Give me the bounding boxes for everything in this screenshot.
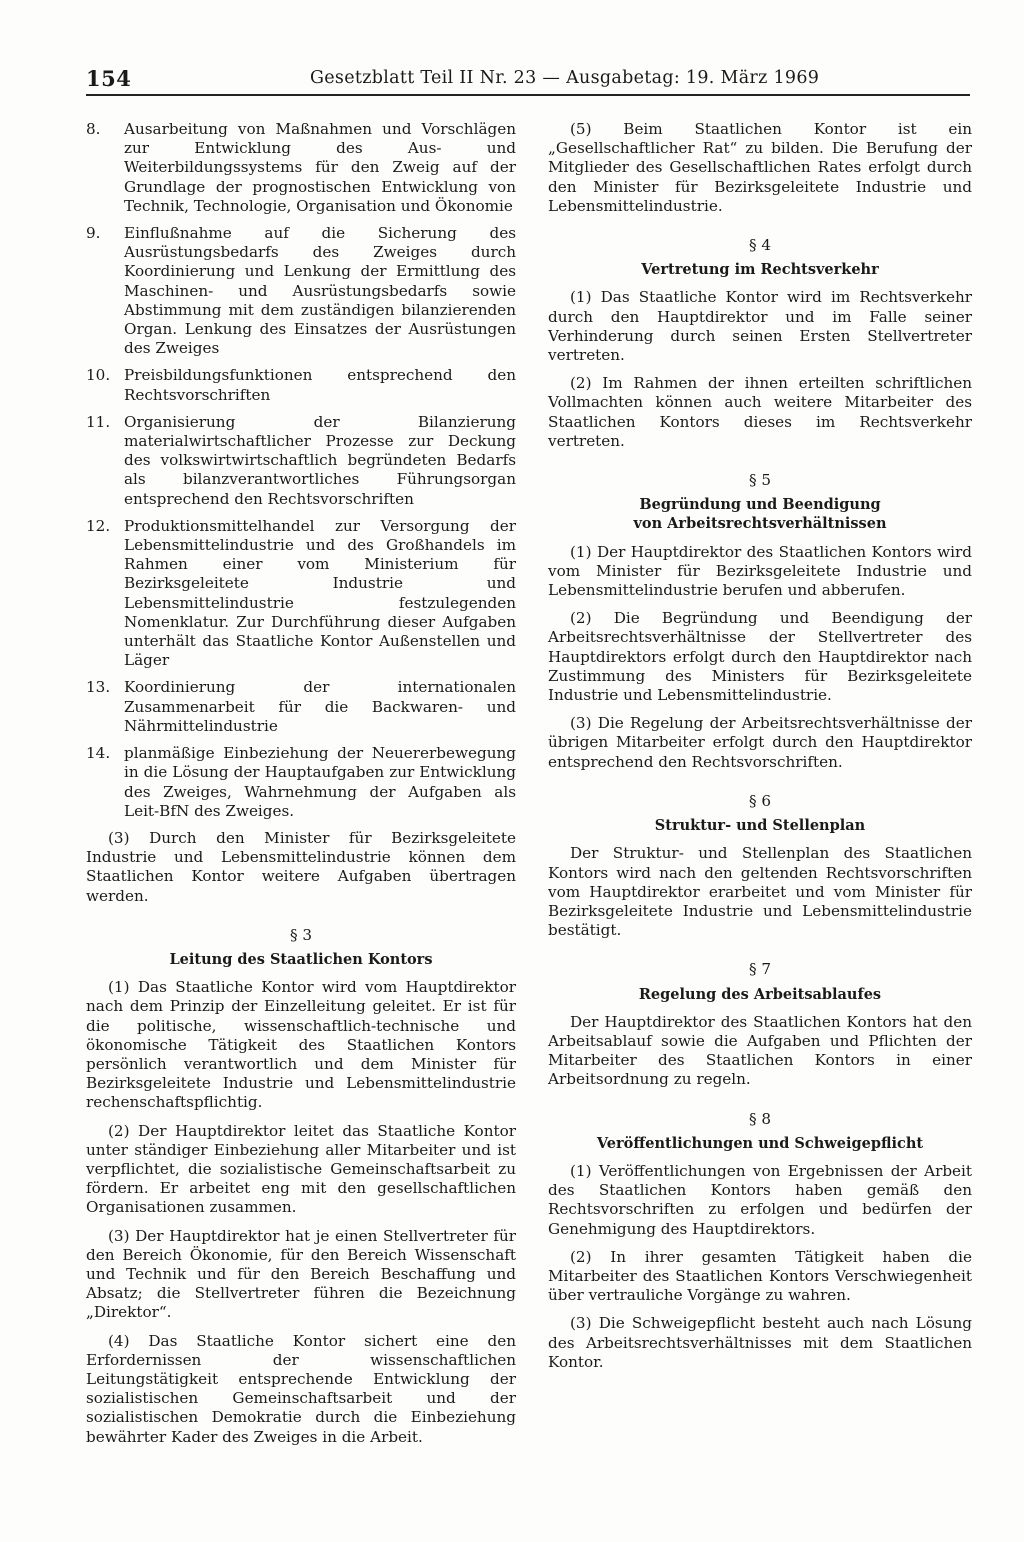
page-number: 154 <box>86 66 132 91</box>
list-item-text: Koordinierung der internationalen Zusammenarbeit für die Backwaren- und Nährmittelindustrie <box>124 678 516 735</box>
list-item-text: Einflußnahme auf die Sicherung des Ausrüstungsbedarfs des Zweiges durch Koordinierung und Lenkung der Ermittlung des Maschinen- und Ausrüstungsbedarfs sowie Abstimmung mit dem zuständigen bilanzierenden Organ. Lenkung des Einsatzes der Ausrüstungen des Zweiges <box>124 224 516 358</box>
list-item-number: 14. <box>86 744 111 763</box>
section-number: § 4 <box>748 236 772 255</box>
list-item-number: 11. <box>86 412 111 431</box>
paragraph: (3) Der Hauptdirektor hat je einen Stellvertreter für den Bereich Ökonomie, für den Bereich Wissenschaft und Technik und für den Bereich Beschaffung und Absatz; die Stellvertreter führen die Bezeichnung „Direktor“. <box>86 1226 516 1322</box>
section-title <box>548 495 972 533</box>
paragraph: (1) Das Staatliche Kontor wird vom Hauptdirektor nach dem Prinzip der Einzelleitung geleitet. Er ist für die politische, wissenschaftlich-technische und ökonomische Tätigkeit des Staatlichen Kontors persönlich verantwortlich und dem Minister für Bezirksgeleitete Industrie und Lebensmittelindustrie rechenschaftspflichtig. <box>86 978 516 1112</box>
paragraph: (1) Veröffentlichungen von Ergebnissen der Arbeit des Staatlichen Kontors haben gemäß den Rechtsvorschriften zu erfolgen und bedürfen der Genehmigung des Hauptdirektors. <box>548 1161 972 1238</box>
left-column <box>86 120 516 1456</box>
list-item-text: planmäßige Einbeziehung der Neuererbewegung in die Lösung der Hauptaufgaben zur Entwicklung des Zweiges, Wahrnehmung der Aufgaben als Leit-BfN des Zweiges. <box>124 744 516 820</box>
section-number: § 6 <box>748 791 772 810</box>
section-number: § 3 <box>289 925 313 944</box>
paragraph: (1) Der Hauptdirektor des Staatlichen Kontors wird vom Minister für Bezirksgeleitete Industrie und Lebensmittelindustrie berufen und abberufen. <box>548 542 972 600</box>
section-number: § 7 <box>748 960 772 979</box>
paragraph: Der Hauptdirektor des Staatlichen Kontors hat den Arbeitsablauf sowie die Aufgaben und Pflichten der Mitarbeiter des Staatlichen Kontors in einer Arbeitsordnung zu regeln. <box>548 1012 972 1089</box>
list-item-number: 9. <box>86 224 101 243</box>
section-title: Leitung des Staatlichen Kontors <box>169 950 433 968</box>
section-title: Struktur- und Stellenplan <box>654 817 866 835</box>
list-item <box>86 120 516 216</box>
paragraph: (4) Das Staatliche Kontor sichert eine den Erfordernissen der wissenschaftlichen Leitungstätigkeit entsprechende Entwicklung der sozialistischen Gemeinschaftsarbeit und der sozialistischen Demokratie durch die Einbeziehung bewährter Kader des Zweiges in die Arbeit. <box>86 1331 516 1446</box>
list-item <box>86 224 516 358</box>
list-item <box>86 744 516 821</box>
list-item <box>86 517 516 671</box>
paragraph: Der Struktur- und Stellenplan des Staatlichen Kontors wird nach den geltenden Rechtsvorschriften vom Hauptdirektor erarbeitet und vom Minister für Bezirksgeleitete Industrie und Lebensmittelindustrie bestätigt. <box>548 844 972 940</box>
paragraph: (5) Beim Staatlichen Kontor ist ein „Gesellschaftlicher Rat“ zu bilden. Die Berufung der Mitglieder des Gesellschaftlichen Rates erfolgt durch den Minister für Bezirksgeleitete Industrie und Lebensmittelindustrie. <box>548 120 972 215</box>
section-title-line: von Arbeitsrechtsverhältnissen <box>633 515 887 533</box>
list-item-number: 13. <box>86 678 111 697</box>
paragraph: (3) Die Regelung der Arbeitsrechtsverhältnisse der übrigen Mitarbeiter erfolgt durch den Hauptdirektor entsprechend den Rechtsvorschriften. <box>548 714 972 771</box>
section-title: Vertretung im Rechtsverkehr <box>641 261 879 279</box>
list-item-number: 10. <box>86 366 111 385</box>
section-title: Veröffentlichungen und Schweigepflicht <box>596 1134 924 1152</box>
list-item-text: Preisbildungsfunktionen entsprechend den Rechtsvorschriften <box>124 366 516 404</box>
paragraph: (3) Die Schweigepflicht besteht auch nach Lösung des Arbeitsrechtsverhältnisses mit dem Staatlichen Kontor. <box>548 1314 972 1371</box>
section-number: § 8 <box>748 1109 772 1128</box>
list-item-text: Ausarbeitung von Maßnahmen und Vorschlägen zur Entwicklung des Aus- und Weiterbildungssystems für den Zweig auf der Grundlage der prognostischen Entwicklung von Technik, Technologie, Organisation und Ökonomie <box>124 120 516 215</box>
list-item <box>86 678 516 736</box>
list-item <box>86 366 516 404</box>
right-column <box>548 120 972 1381</box>
list-item-number: 8. <box>86 120 101 138</box>
section-number: § 5 <box>748 471 772 490</box>
paragraph: (2) Die Begründung und Beendigung der Arbeitsrechtsverhältnisse der Stellvertreter des Hauptdirektors erfolgt durch den Hauptdirektor nach Zustimmung des Ministers für Bezirksgeleitete Industrie und Lebensmittelindustrie. <box>548 609 972 705</box>
list-item-text: Produktionsmittelhandel zur Versorgung der Lebensmittelindustrie und des Großhandels im Rahmen einer vom Ministerium für Bezirksgeleitete Industrie und Lebensmittelindustrie festzulegenden Nomenklatur. Zur Durchführung dieser Aufgaben unterhält das Staatliche Kontor Außenstellen und Läger <box>124 516 516 670</box>
list-item-text: Organisierung der Bilanzierung materialwirtschaftlicher Prozesse zur Deckung des volkswirtwirtschaftlich begründeten Bedarfs als bilanzverantwortliches Führungsorgan entsprechend den Rechtsvorschriften <box>124 412 516 508</box>
paragraph: (3) Durch den Minister für Bezirksgeleitete Industrie und Lebensmittelindustrie können dem Staatlichen Kontor weitere Aufgaben übertragen werden. <box>86 828 516 905</box>
section-title-line: Begründung und Beendigung <box>639 496 881 514</box>
paragraph: (2) In ihrer gesamten Tätigkeit haben die Mitarbeiter des Staatlichen Kontors Verschwiegenheit über vertrauliche Vorgänge zu wahren. <box>548 1247 972 1305</box>
paragraph: (2) Der Hauptdirektor leitet das Staatliche Kontor unter ständiger Einbeziehung aller Mitarbeiter und ist verpflichtet, die sozialistische Gemeinschaftsarbeit zu fördern. Er arbeitet eng mit den gesellschaftlichen Organisationen zusammen. <box>86 1121 516 1217</box>
page-header <box>86 62 970 96</box>
section-title: Regelung des Arbeitsablaufes <box>638 985 882 1003</box>
paragraph: (2) Im Rahmen der ihnen erteilten schriftlichen Vollmachten können auch weitere Mitarbeiter des Staatlichen Kontors dieses im Rechtsverkehr vertreten. <box>548 374 972 450</box>
running-title: Gesetzblatt Teil II Nr. 23 — Ausgabetag: 19. März 1969 <box>310 68 820 88</box>
list-item-number: 12. <box>86 516 111 535</box>
paragraph: (1) Das Staatliche Kontor wird im Rechtsverkehr durch den Hauptdirektor und im Falle seiner Verhinderung durch seinen Ersten Stellvertreter vertreten. <box>548 288 972 365</box>
list-item <box>86 413 516 509</box>
